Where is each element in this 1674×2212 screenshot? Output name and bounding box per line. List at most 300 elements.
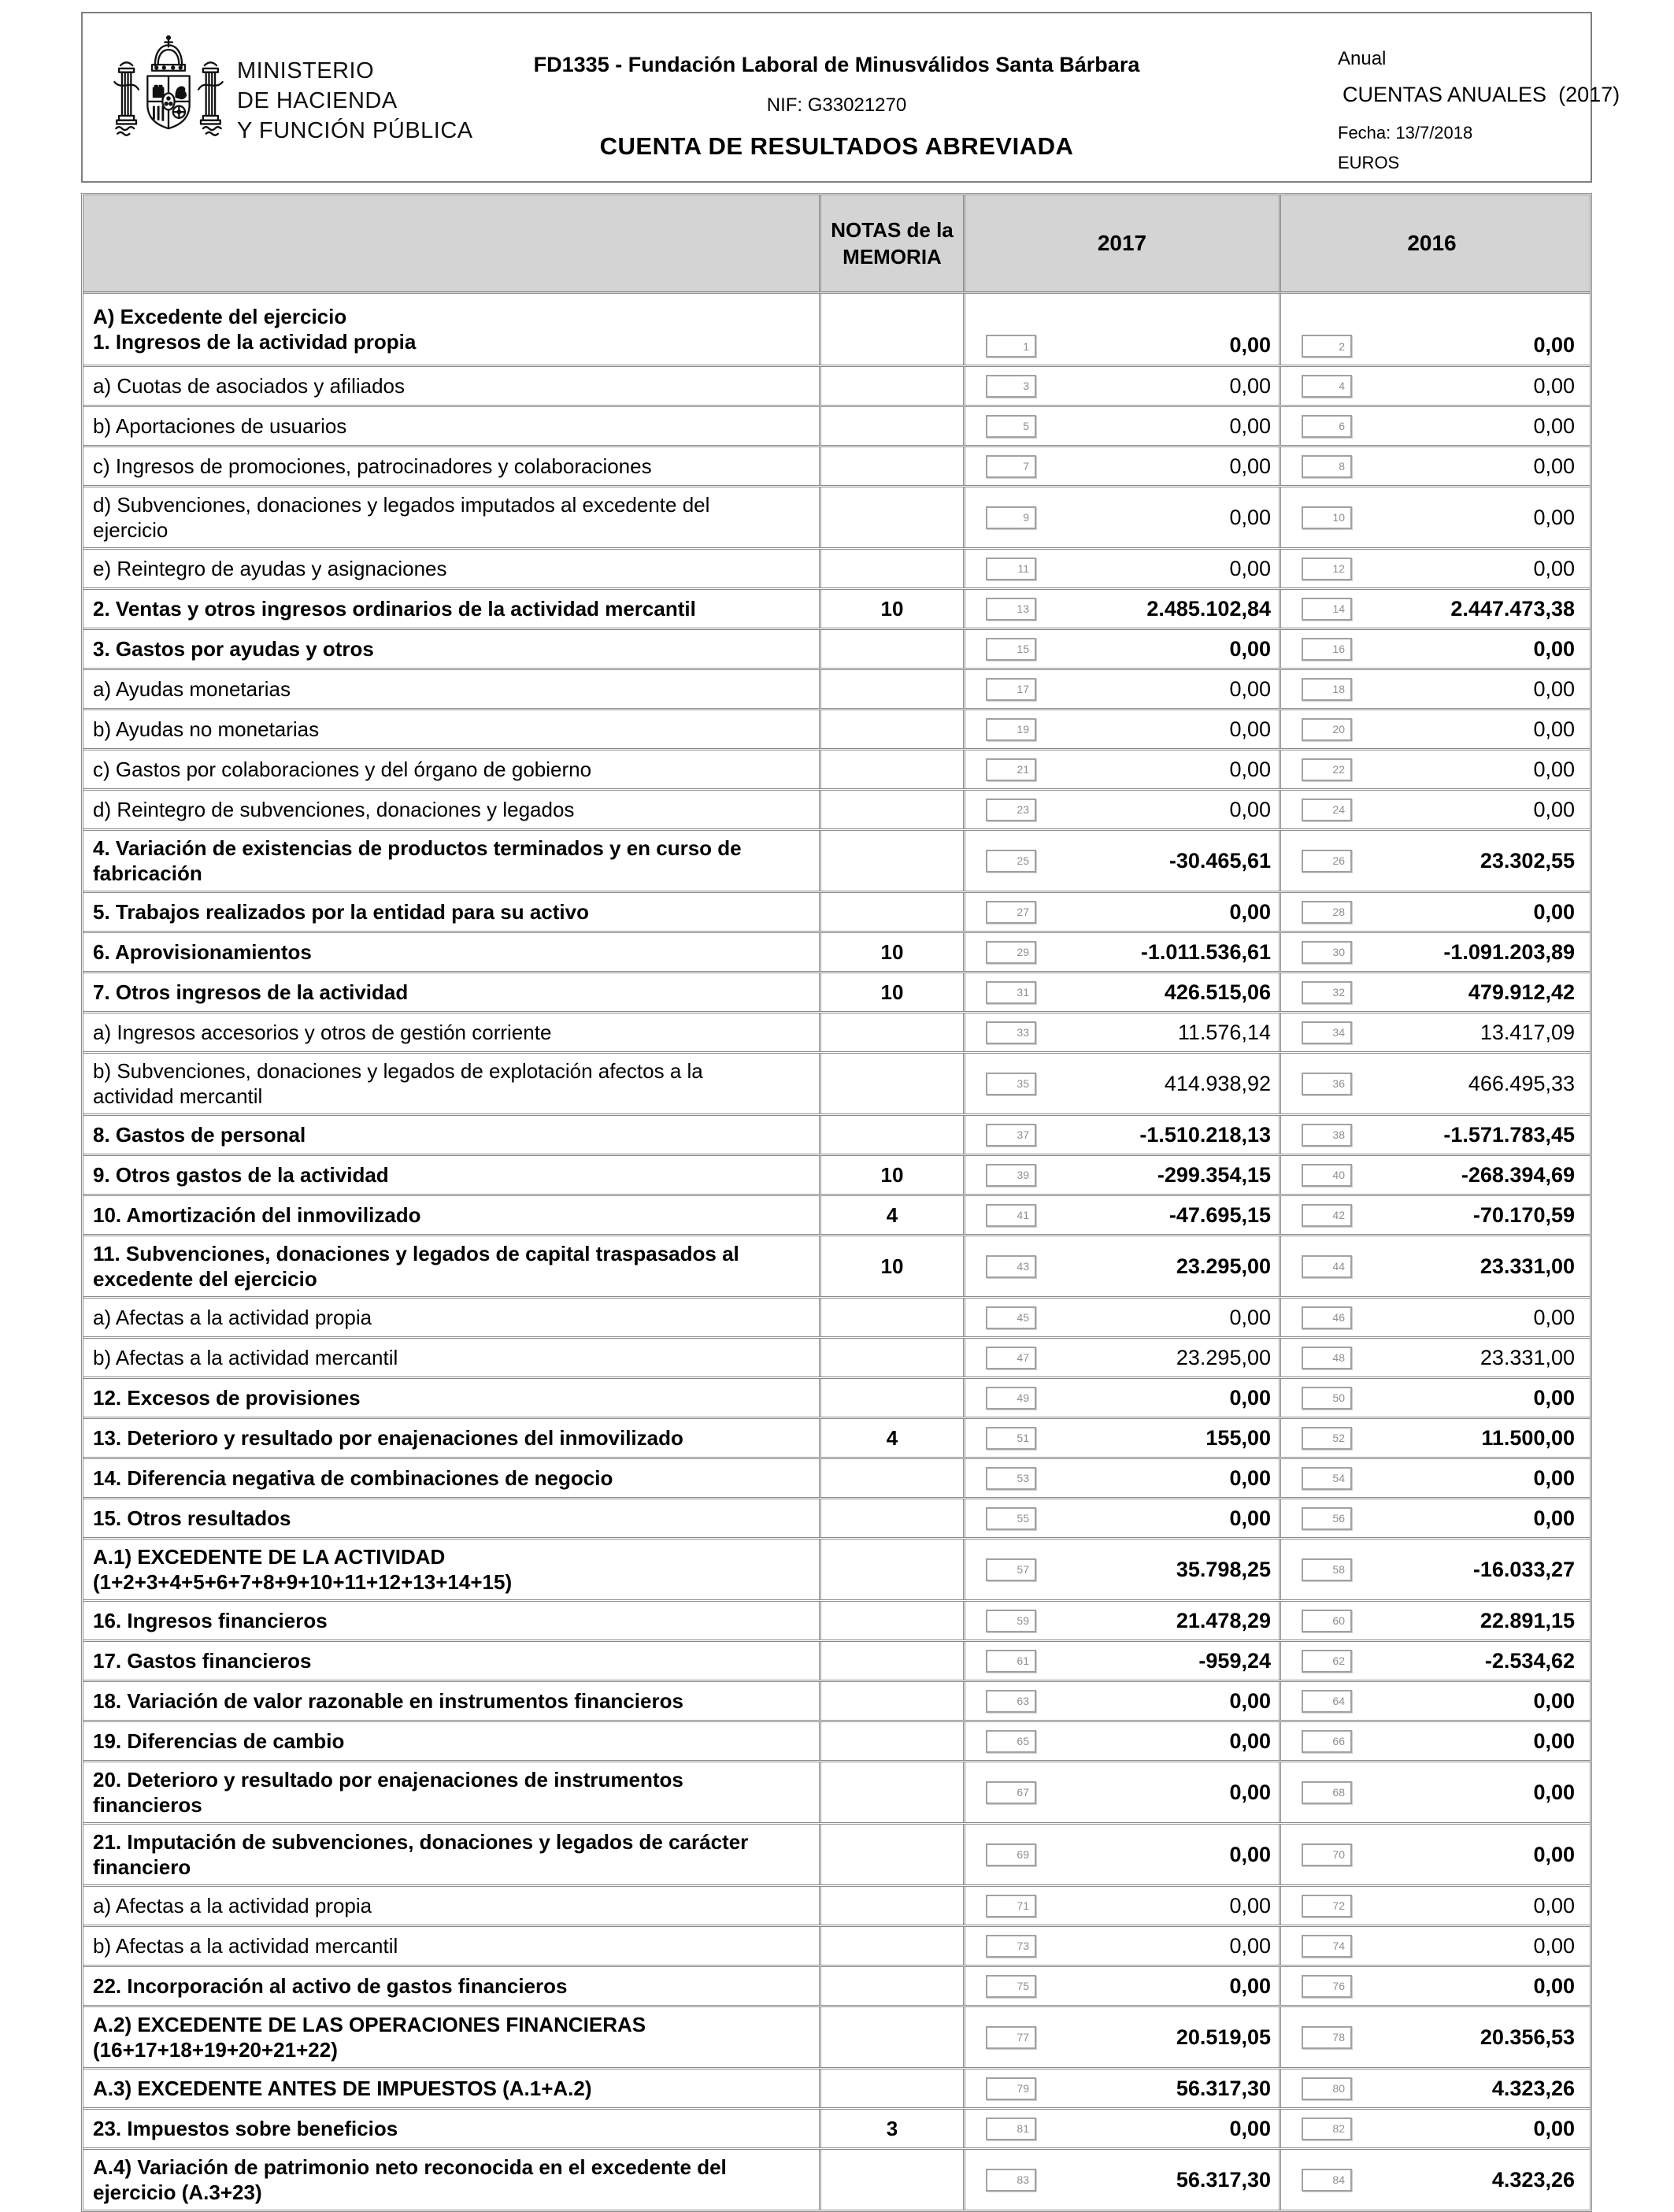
value-2017-cell (965, 1459, 1281, 1497)
field-number-box-2016: 34 (1302, 1021, 1352, 1044)
field-number-box-2016: 54 (1302, 1467, 1352, 1490)
row-label: b) Ayudas no monetarias (83, 710, 821, 748)
field-number-box-2016: 18 (1302, 678, 1352, 701)
row-label: A.1) EXCEDENTE DE LA ACTIVIDAD (1+2+3+4+5+6+7+8+9+10+11+12+13+14+15) (83, 1540, 821, 1599)
value-2016-cell (1281, 933, 1583, 971)
field-number-box-2016: 26 (1302, 850, 1352, 873)
notes-value (821, 1054, 965, 1113)
period-label: Anual (1338, 48, 1387, 69)
field-number-box-2016: 50 (1302, 1387, 1352, 1410)
value-2016: 0,00 (1533, 1305, 1575, 1329)
value-2017: 0,00 (1229, 899, 1271, 924)
table-row (83, 791, 1590, 831)
value-2016-cell (1281, 670, 1583, 708)
value-2017-cell (965, 407, 1281, 445)
value-2017: 2.485.102,84 (1146, 596, 1271, 621)
value-2016-cell (1281, 1459, 1583, 1497)
table-row (83, 933, 1590, 973)
value-2016: 0,00 (1533, 2116, 1575, 2140)
value-2017-cell (965, 710, 1281, 748)
field-number-box-2016: 32 (1302, 981, 1352, 1004)
value-2017: 0,00 (1229, 717, 1271, 741)
notes-header-line2: MEMORIA (843, 245, 942, 269)
row-label: a) Afectas a la actividad propia (83, 1299, 821, 1336)
value-2016-cell (1281, 407, 1583, 445)
notes-value (821, 1379, 965, 1417)
value-2016: 2.447.473,38 (1450, 596, 1575, 621)
field-number-box-2017: 39 (986, 1164, 1036, 1187)
value-2017-cell (965, 1499, 1281, 1537)
value-2016: -268.394,69 (1461, 1162, 1575, 1187)
value-2016: 0,00 (1533, 636, 1575, 661)
value-2016-cell (1281, 1967, 1583, 2005)
table-row (83, 893, 1590, 933)
value-2017-cell (965, 1156, 1281, 1194)
notes-value: 10 (821, 933, 965, 971)
value-2017-cell (965, 367, 1281, 405)
value-2016: 0,00 (1533, 413, 1575, 438)
header-label-cell (83, 195, 821, 291)
value-2016-cell (1281, 1682, 1583, 1720)
field-number-box-2016: 36 (1302, 1073, 1352, 1095)
table-row (83, 1642, 1590, 1682)
results-table-body (83, 294, 1590, 2210)
value-2016: -16.033,27 (1472, 1557, 1575, 1581)
field-number-box-2016: 40 (1302, 1164, 1352, 1187)
notes-value (821, 1927, 965, 1965)
value-2016: 0,00 (1533, 454, 1575, 478)
value-2016: 0,00 (1533, 1973, 1575, 1998)
value-2016-cell (1281, 294, 1583, 365)
report-meta (1338, 48, 1620, 173)
value-2017-cell (965, 1013, 1281, 1051)
row-label: b) Afectas a la actividad mercantil (83, 1339, 821, 1376)
value-2016-cell (1281, 710, 1583, 748)
row-label: e) Reintegro de ayudas y asignaciones (83, 550, 821, 587)
field-number-box-2017: 25 (986, 850, 1036, 873)
table-row (83, 550, 1590, 590)
table-row (83, 750, 1590, 791)
value-2017-cell (965, 2110, 1281, 2147)
value-2017-cell (965, 973, 1281, 1011)
row-label: 5. Trabajos realizados por la entidad para su activo (83, 893, 821, 931)
value-2017: 0,00 (1229, 556, 1271, 580)
value-2016-cell (1281, 1116, 1583, 1154)
value-2017: -959,24 (1198, 1648, 1271, 1673)
field-number-box-2017: 49 (986, 1387, 1036, 1410)
field-number-box-2017: 57 (986, 1558, 1036, 1581)
table-row (83, 1459, 1590, 1499)
row-label: 20. Deterioro y resultado por enajenaciones de instrumentos financieros (83, 1762, 821, 1822)
row-label: 22. Incorporación al activo de gastos financieros (83, 1967, 821, 2005)
field-number-box-2017: 5 (986, 415, 1036, 438)
value-2017-cell (965, 1116, 1281, 1154)
value-2016: 0,00 (1533, 333, 1575, 357)
table-row (83, 973, 1590, 1013)
header-notes-cell (821, 195, 965, 291)
field-number-box-2016: 10 (1302, 506, 1352, 529)
field-number-box-2017: 71 (986, 1895, 1036, 1917)
table-row (83, 294, 1590, 367)
field-number-box-2017: 41 (986, 1204, 1036, 1227)
value-2017-cell (965, 670, 1281, 708)
value-2016-cell (1281, 1722, 1583, 1760)
value-2017: 0,00 (1229, 373, 1271, 398)
value-2017: 0,00 (1229, 1506, 1271, 1530)
notes-value (821, 1887, 965, 1925)
value-2017: 0,00 (1229, 333, 1271, 357)
notes-value (821, 487, 965, 547)
value-2017: 0,00 (1229, 757, 1271, 781)
value-2016: 0,00 (1533, 373, 1575, 398)
value-2016: 0,00 (1533, 717, 1575, 741)
value-2016-cell (1281, 1299, 1583, 1336)
table-row (83, 630, 1590, 670)
value-2016-cell (1281, 2110, 1583, 2147)
notes-value (821, 670, 965, 708)
field-number-box-2016: 44 (1302, 1255, 1352, 1278)
table-row (83, 1054, 1590, 1116)
notes-value (821, 893, 965, 931)
value-2017-cell (965, 1682, 1281, 1720)
field-number-box-2016: 68 (1302, 1781, 1352, 1804)
value-2017: 23.295,00 (1176, 1345, 1271, 1369)
notes-value (821, 1540, 965, 1599)
table-row (83, 1299, 1590, 1339)
field-number-box-2016: 66 (1302, 1730, 1352, 1753)
table-row (83, 590, 1590, 630)
field-number-box-2017: 13 (986, 598, 1036, 621)
table-row (83, 710, 1590, 750)
table-header-row (83, 195, 1590, 294)
value-2017: 56.317,30 (1176, 2076, 1271, 2100)
value-2016-cell (1281, 1642, 1583, 1680)
notes-value (821, 831, 965, 891)
field-number-box-2017: 83 (986, 2169, 1036, 2192)
value-2016-cell (1281, 2069, 1583, 2107)
field-number-box-2016: 2 (1302, 335, 1352, 358)
field-number-box-2016: 20 (1302, 718, 1352, 741)
table-row (83, 1419, 1590, 1459)
value-2016: -1.091.203,89 (1443, 939, 1575, 964)
field-number-box-2016: 6 (1302, 415, 1352, 438)
table-row (83, 1196, 1590, 1236)
value-2016: 0,00 (1533, 505, 1575, 529)
value-2017-cell (965, 1379, 1281, 1417)
value-2017: 0,00 (1229, 1842, 1271, 1866)
value-2016: 0,00 (1533, 1842, 1575, 1866)
table-row (83, 1887, 1590, 1927)
table-row (83, 447, 1590, 487)
value-2016-cell (1281, 1887, 1583, 1925)
notes-value (821, 2069, 965, 2107)
value-2016-cell (1281, 831, 1583, 891)
value-2017-cell (965, 750, 1281, 788)
field-number-box-2017: 15 (986, 638, 1036, 661)
value-2017: 0,00 (1229, 1385, 1271, 1410)
table-row (83, 2069, 1590, 2110)
field-number-box-2017: 7 (986, 455, 1036, 478)
notes-value (821, 710, 965, 748)
notes-value: 4 (821, 1196, 965, 1234)
row-label: b) Aportaciones de usuarios (83, 407, 821, 445)
field-number-box-2016: 60 (1302, 1610, 1352, 1632)
row-label: 18. Variación de valor razonable en instrumentos financieros (83, 1682, 821, 1720)
value-2017-cell (965, 893, 1281, 931)
value-2016: 4.323,26 (1491, 2076, 1575, 2100)
table-row (83, 1339, 1590, 1379)
value-2016: 0,00 (1533, 1780, 1575, 1804)
entity-nif: NIF: G33021270 (766, 94, 907, 116)
notes-value: 10 (821, 590, 965, 628)
notes-value (821, 1459, 965, 1497)
value-2016: 0,00 (1533, 1465, 1575, 1490)
field-number-box-2016: 30 (1302, 941, 1352, 964)
value-2017: 0,00 (1229, 676, 1271, 701)
field-number-box-2017: 33 (986, 1021, 1036, 1044)
row-label: 16. Ingresos financieros (83, 1602, 821, 1640)
value-2016: 22.891,15 (1480, 1608, 1575, 1632)
value-2016-cell (1281, 1379, 1583, 1417)
value-2016-cell (1281, 1602, 1583, 1640)
field-number-box-2017: 1 (986, 335, 1036, 358)
field-number-box-2017: 61 (986, 1650, 1036, 1673)
value-2016-cell (1281, 973, 1583, 1011)
value-2016: 13.417,09 (1480, 1020, 1575, 1044)
value-2016: 23.331,00 (1480, 1345, 1575, 1369)
notes-header-line1: NOTAS de la (831, 218, 954, 242)
row-label: c) Ingresos de promociones, patrocinadores y colaboraciones (83, 447, 821, 485)
value-2016-cell (1281, 1196, 1583, 1234)
table-row (83, 1927, 1590, 1967)
ministry-line-3: Y FUNCIÓN PÚBLICA (237, 118, 473, 143)
field-number-box-2016: 16 (1302, 638, 1352, 661)
value-2017: 0,00 (1229, 797, 1271, 821)
notes-value (821, 1499, 965, 1537)
value-2016: -70.170,59 (1472, 1202, 1575, 1227)
field-number-box-2016: 72 (1302, 1895, 1352, 1917)
value-2016-cell (1281, 1540, 1583, 1599)
value-2017: -1.510.218,13 (1139, 1122, 1271, 1147)
value-2017-cell (965, 1419, 1281, 1457)
row-label: A.2) EXCEDENTE DE LAS OPERACIONES FINANCIERAS (16+17+18+19+20+21+22) (83, 2007, 821, 2067)
header-year-2017: 2017 (965, 195, 1281, 291)
value-2017: 0,00 (1229, 1728, 1271, 1753)
entity-title: FD1335 - Fundación Laboral de Minusválidos Santa Bárbara (533, 53, 1140, 76)
field-number-box-2017: 21 (986, 758, 1036, 781)
value-2017-cell (965, 1887, 1281, 1925)
value-2017: 0,00 (1229, 454, 1271, 478)
value-2017: 0,00 (1229, 505, 1271, 529)
value-2017-cell (965, 2069, 1281, 2107)
value-2016-cell (1281, 1825, 1583, 1884)
field-number-box-2017: 43 (986, 1255, 1036, 1278)
header-year-2016: 2016 (1407, 231, 1457, 255)
value-2016: 0,00 (1533, 1728, 1575, 1753)
value-2016-cell (1281, 1499, 1583, 1537)
field-number-box-2017: 73 (986, 1935, 1036, 1958)
value-2017-cell (965, 487, 1281, 547)
table-row (83, 1825, 1590, 1887)
table-row (83, 1540, 1590, 1602)
value-2017-cell (965, 1722, 1281, 1760)
field-number-box-2016: 42 (1302, 1204, 1352, 1227)
field-number-box-2016: 80 (1302, 2077, 1352, 2100)
value-2017-cell (965, 590, 1281, 628)
value-2017: 56.317,30 (1176, 2167, 1271, 2192)
table-row (83, 1379, 1590, 1419)
field-number-box-2016: 74 (1302, 1935, 1352, 1958)
value-2017-cell (965, 1540, 1281, 1599)
field-number-box-2017: 23 (986, 798, 1036, 821)
value-2017: -1.011.536,61 (1140, 939, 1271, 964)
table-row (83, 2007, 1590, 2069)
value-2017-cell (965, 1967, 1281, 2005)
table-row (83, 1013, 1590, 1054)
value-2016: 0,00 (1533, 797, 1575, 821)
field-number-box-2016: 12 (1302, 558, 1352, 580)
value-2017: 11.576,14 (1177, 1020, 1271, 1044)
field-number-box-2016: 56 (1302, 1507, 1352, 1530)
value-2016: 23.302,55 (1480, 848, 1575, 873)
value-2017-cell (965, 1825, 1281, 1884)
notes-value (821, 367, 965, 405)
value-2017-cell (965, 1602, 1281, 1640)
row-label: 8. Gastos de personal (83, 1116, 821, 1154)
value-2017: 0,00 (1229, 1893, 1271, 1917)
value-2016-cell (1281, 367, 1583, 405)
notes-value (821, 447, 965, 485)
value-2016-cell (1281, 750, 1583, 788)
notes-value (821, 791, 965, 828)
table-row (83, 1722, 1590, 1762)
table-row (83, 2150, 1590, 2210)
notes-value (821, 630, 965, 668)
table-row (83, 1236, 1590, 1299)
value-2016-cell (1281, 2150, 1583, 2210)
document-title: CUENTA DE RESULTADOS ABREVIADA (599, 132, 1074, 160)
value-2017-cell (965, 1236, 1281, 1296)
table-row (83, 1156, 1590, 1196)
notes-value (821, 1013, 965, 1051)
value-2016: 0,00 (1533, 757, 1575, 781)
date-label: Fecha: 13/7/2018 (1338, 123, 1473, 143)
value-2017-cell (965, 550, 1281, 587)
field-number-box-2016: 14 (1302, 598, 1352, 621)
value-2017-cell (965, 933, 1281, 971)
value-2016-cell (1281, 447, 1583, 485)
field-number-box-2017: 29 (986, 941, 1036, 964)
value-2017-cell (965, 447, 1281, 485)
accounts-label: CUENTAS ANUALES (2017) (1343, 83, 1620, 106)
notes-value (821, 2150, 965, 2210)
value-2017-cell (965, 630, 1281, 668)
table-row (83, 1499, 1590, 1540)
row-label: a) Cuotas de asociados y afiliados (83, 367, 821, 405)
notes-value: 10 (821, 973, 965, 1011)
value-2017: 0,00 (1229, 1305, 1271, 1329)
value-2017: -30.465,61 (1168, 848, 1271, 873)
value-2016-cell (1281, 1927, 1583, 1965)
notes-value (821, 1967, 965, 2005)
field-number-box-2017: 67 (986, 1781, 1036, 1804)
notes-value (821, 1116, 965, 1154)
value-2017: 35.798,25 (1176, 1557, 1271, 1581)
value-2016-cell (1281, 550, 1583, 587)
notes-value (821, 1299, 965, 1336)
row-label: 9. Otros gastos de la actividad (83, 1156, 821, 1194)
value-2016-cell (1281, 1236, 1583, 1296)
value-2016: -1.571.783,45 (1443, 1122, 1575, 1147)
value-2017-cell (965, 2150, 1281, 2210)
notes-value: 4 (821, 1419, 965, 1457)
row-label: 23. Impuestos sobre beneficios (83, 2110, 821, 2147)
table-row (83, 831, 1590, 893)
value-2016: 0,00 (1533, 1893, 1575, 1917)
value-2016: 0,00 (1533, 899, 1575, 924)
field-number-box-2017: 47 (986, 1347, 1036, 1369)
value-2016-cell (1281, 590, 1583, 628)
field-number-box-2017: 31 (986, 981, 1036, 1004)
field-number-box-2017: 65 (986, 1730, 1036, 1753)
row-label: A) Excedente del ejercicio 1. Ingresos de la actividad propia (83, 294, 821, 365)
value-2017: -299.354,15 (1157, 1162, 1271, 1187)
value-2017-cell (965, 1642, 1281, 1680)
value-2016: 0,00 (1533, 1688, 1575, 1713)
value-2017: 155,00 (1206, 1425, 1271, 1450)
notes-value: 10 (821, 1236, 965, 1296)
notes-value (821, 407, 965, 445)
currency-label: EUROS (1338, 153, 1400, 172)
field-number-box-2016: 22 (1302, 758, 1352, 781)
field-number-box-2017: 37 (986, 1124, 1036, 1147)
row-label: b) Subvenciones, donaciones y legados de explotación afectos a la actividad mercantil (83, 1054, 821, 1113)
value-2016-cell (1281, 893, 1583, 931)
row-label: A.3) EXCEDENTE ANTES DE IMPUESTOS (A.1+A.2) (83, 2069, 821, 2107)
table-row (83, 1762, 1590, 1825)
row-label: 14. Diferencia negativa de combinaciones de negocio (83, 1459, 821, 1497)
value-2017: 0,00 (1229, 2116, 1271, 2140)
table-row (83, 2110, 1590, 2150)
field-number-box-2016: 46 (1302, 1306, 1352, 1329)
ministry-line-2: DE HACIENDA (237, 88, 398, 113)
notes-value (821, 550, 965, 587)
field-number-box-2017: 63 (986, 1690, 1036, 1713)
field-number-box-2016: 52 (1302, 1427, 1352, 1450)
table-row (83, 1682, 1590, 1722)
value-2017: 23.295,00 (1176, 1254, 1271, 1278)
notes-value (821, 1602, 965, 1640)
table-row (83, 407, 1590, 447)
field-number-box-2017: 77 (986, 2026, 1036, 2049)
ministry-line-1: MINISTERIO (237, 58, 375, 83)
field-number-box-2017: 53 (986, 1467, 1036, 1490)
value-2016: 479.912,42 (1468, 980, 1575, 1004)
field-number-box-2016: 76 (1302, 1975, 1352, 1998)
value-2017: 0,00 (1229, 636, 1271, 661)
notes-value (821, 1642, 965, 1680)
value-2017: 0,00 (1229, 1780, 1271, 1804)
value-2017: 426.515,06 (1164, 980, 1271, 1004)
field-number-box-2016: 48 (1302, 1347, 1352, 1369)
row-label: 12. Excesos de provisiones (83, 1379, 821, 1417)
field-number-box-2017: 35 (986, 1073, 1036, 1095)
notes-value (821, 1722, 965, 1760)
field-number-box-2016: 4 (1302, 375, 1352, 398)
value-2017-cell (965, 2007, 1281, 2067)
value-2016-cell (1281, 2007, 1583, 2067)
value-2016: 0,00 (1533, 676, 1575, 701)
